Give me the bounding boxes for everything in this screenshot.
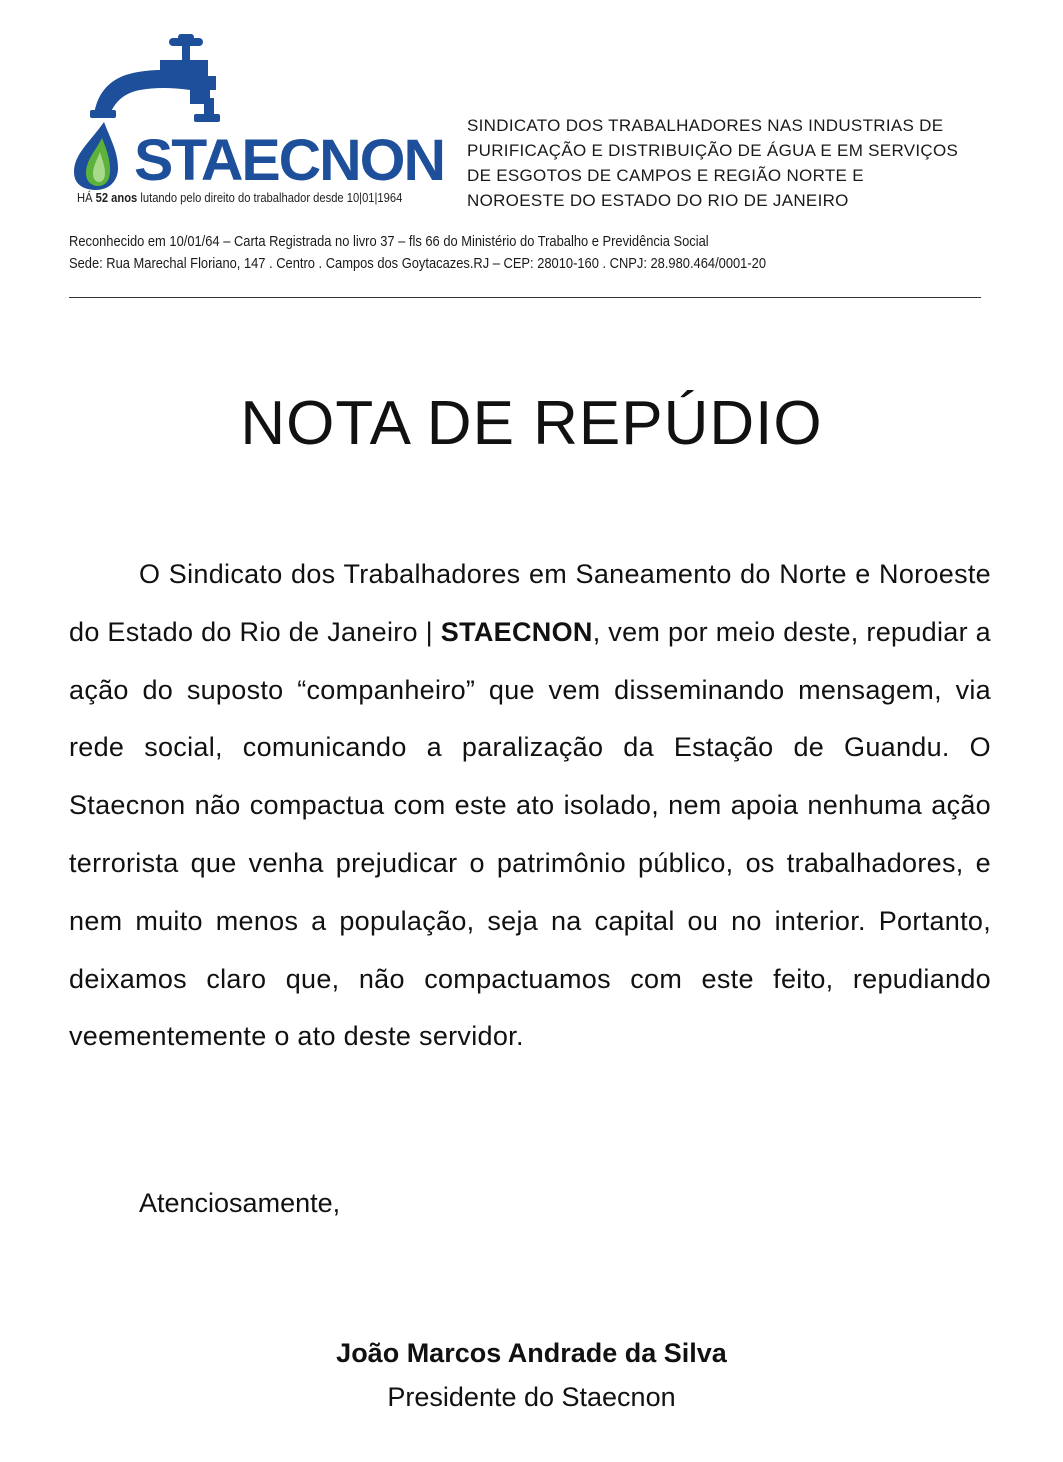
staecnon-logo <box>66 30 451 190</box>
logo-wordmark: STAECNON <box>134 128 445 190</box>
address-info: Sede: Rua Marechal Floriano, 147 . Centro . Campos dos Goytacazes.RJ – CEP: 28010-160 . CNPJ: 28.980.464/0001-20 <box>69 255 767 272</box>
org-name-line: SINDICATO DOS TRABALHADORES NAS INDUSTRIAS DE <box>467 116 944 135</box>
body-text-bold: STAECNON <box>440 616 593 647</box>
header-divider <box>69 297 981 298</box>
body-text-part1: O Sindicato dos Trabalhadores em Saneamento do Norte e Noroeste do Estado do Rio de Janeiro | <box>69 559 991 647</box>
tagline-rest: lutando pelo direito do trabalhador desde 10|01|1964 <box>137 190 403 205</box>
document-title: NOTA DE REPÚDIO <box>240 389 823 458</box>
signature-role: Presidente do Staecnon <box>387 1382 676 1412</box>
body-paragraph <box>69 546 991 1066</box>
closing-salutation: Atenciosamente, <box>139 1188 341 1218</box>
body-text-part2: , vem por meio deste, repudiar a ação do suposto “companheiro” que vem disseminando mensagem, via rede social, comunicando a paralização da Estação de Guandu. O Staecnon não compactua com este ato isolado, nem apoia nenhuma ação terrorista que venha prejudicar o patrimônio público, os trabalhadores, e nem muito menos a população, seja na capital ou no interior. Portanto, deixamos claro que, não compactuamos com este feito, repudiando veementemente o ato deste servidor. <box>69 616 992 1052</box>
signature-name: João Marcos Andrade da Silva <box>336 1338 727 1368</box>
tagline-years: 52 anos <box>95 190 138 205</box>
registration-info: Reconhecido em 10/01/64 – Carta Registrada no livro 37 – fls 66 do Ministério do Trabalho e Previdência Social <box>69 233 709 250</box>
faucet-drop-logo-icon <box>66 30 451 190</box>
org-name-line: NOROESTE DO ESTADO DO RIO DE JANEIRO <box>467 191 849 210</box>
tagline-prefix: HÁ <box>77 190 96 205</box>
organization-name <box>467 113 1027 213</box>
org-name-line: PURIFICAÇÃO E DISTRIBUIÇÃO DE ÁGUA E EM SERVIÇOS <box>467 141 959 160</box>
logo-tagline <box>77 190 402 205</box>
org-name-line: DE ESGOTOS DE CAMPOS E REGIÃO NORTE E <box>467 166 864 185</box>
